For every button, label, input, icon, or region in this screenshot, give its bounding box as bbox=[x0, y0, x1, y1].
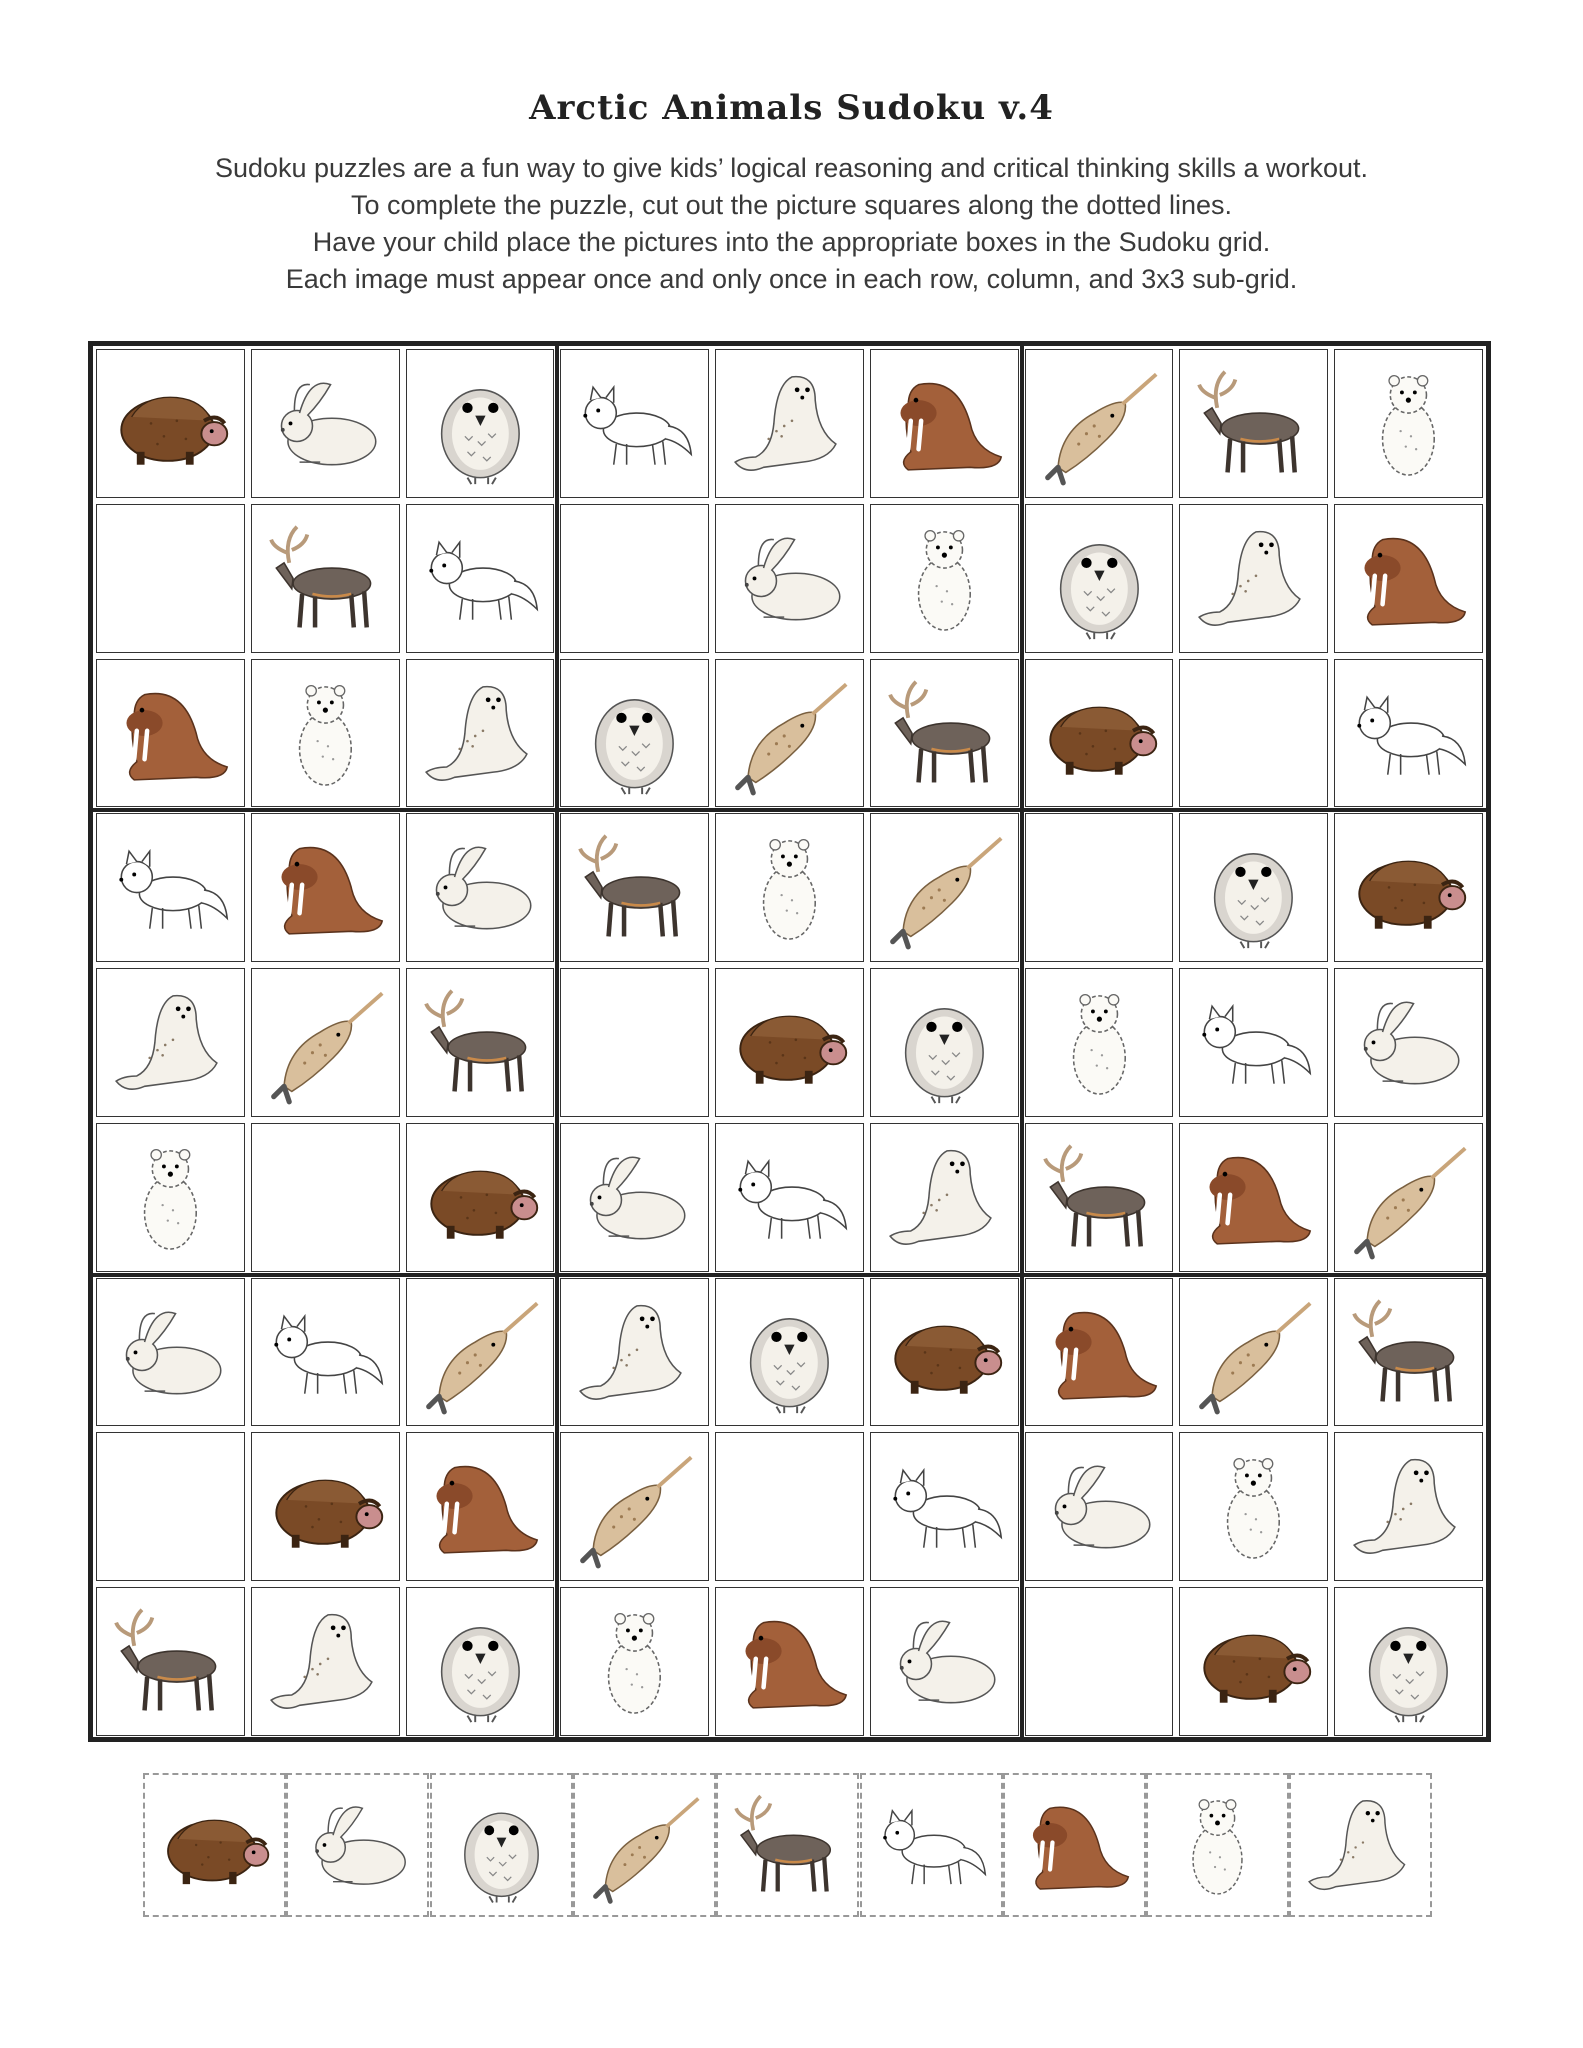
snowy-owl-icon bbox=[432, 1775, 571, 1915]
sudoku-cell[interactable] bbox=[96, 1587, 245, 1736]
harp-seal-icon bbox=[1180, 505, 1327, 652]
polar-bear-icon bbox=[561, 1588, 708, 1735]
arctic-fox-icon bbox=[407, 505, 554, 652]
narwhal-icon bbox=[1335, 1124, 1482, 1271]
sudoku-cell[interactable] bbox=[251, 1278, 400, 1427]
walrus-icon bbox=[871, 350, 1018, 497]
arctic-hare-icon bbox=[252, 350, 399, 497]
sudoku-cell[interactable] bbox=[870, 813, 1019, 962]
sudoku-cell[interactable] bbox=[560, 813, 709, 962]
musk-ox-icon bbox=[145, 1775, 284, 1915]
sudoku-cell[interactable] bbox=[1179, 1432, 1328, 1581]
sudoku-cell[interactable] bbox=[251, 813, 400, 962]
harp-seal-icon bbox=[252, 1588, 399, 1735]
sudoku-cell[interactable] bbox=[1334, 813, 1483, 962]
sudoku-cell[interactable] bbox=[96, 1432, 245, 1581]
musk-ox-icon bbox=[407, 1124, 554, 1271]
sudoku-cell[interactable] bbox=[1334, 504, 1483, 653]
sudoku-cell[interactable] bbox=[715, 349, 864, 498]
sudoku-cell[interactable] bbox=[96, 659, 245, 808]
caribou-icon bbox=[252, 505, 399, 652]
caribou-icon bbox=[1335, 1279, 1482, 1426]
arctic-hare-icon bbox=[561, 1124, 708, 1271]
musk-ox-icon bbox=[716, 969, 863, 1116]
sudoku-cell[interactable] bbox=[1025, 1587, 1174, 1736]
musk-ox-icon bbox=[252, 1433, 399, 1580]
sudoku-cell[interactable] bbox=[870, 1278, 1019, 1427]
arctic-hare-icon bbox=[1026, 1433, 1173, 1580]
cutout-piece[interactable] bbox=[1146, 1773, 1289, 1917]
sudoku-cell[interactable] bbox=[1179, 504, 1328, 653]
sudoku-cell[interactable] bbox=[1179, 659, 1328, 808]
sudoku-cell[interactable] bbox=[1025, 1123, 1174, 1272]
walrus-icon bbox=[1026, 1279, 1173, 1426]
narwhal-icon bbox=[1026, 350, 1173, 497]
arctic-fox-icon bbox=[252, 1279, 399, 1426]
cutout-piece[interactable] bbox=[430, 1773, 573, 1917]
sudoku-cell[interactable] bbox=[1025, 1432, 1174, 1581]
sudoku-cell[interactable] bbox=[406, 1587, 555, 1736]
subgrid-divider bbox=[93, 1273, 1486, 1277]
sudoku-cell[interactable] bbox=[1179, 813, 1328, 962]
arctic-fox-icon bbox=[561, 350, 708, 497]
walrus-icon bbox=[1180, 1124, 1327, 1271]
sudoku-cell[interactable] bbox=[1334, 1432, 1483, 1581]
sudoku-cell[interactable] bbox=[715, 504, 864, 653]
sudoku-cell[interactable] bbox=[870, 659, 1019, 808]
instruction-line: To complete the puzzle, cut out the picture squares along the dotted lines. bbox=[350, 190, 1233, 220]
cutout-piece[interactable] bbox=[716, 1773, 859, 1917]
sudoku-cell[interactable] bbox=[560, 1278, 709, 1427]
sudoku-cell[interactable] bbox=[870, 1587, 1019, 1736]
sudoku-cell[interactable] bbox=[1179, 1278, 1328, 1427]
snowy-owl-icon bbox=[561, 660, 708, 807]
harp-seal-icon bbox=[871, 1124, 1018, 1271]
musk-ox-icon bbox=[871, 1279, 1018, 1426]
walrus-icon bbox=[252, 814, 399, 961]
sudoku-cell[interactable] bbox=[1179, 1123, 1328, 1272]
sudoku-cell[interactable] bbox=[1025, 813, 1174, 962]
sudoku-cell[interactable] bbox=[1334, 1587, 1483, 1736]
sudoku-cell[interactable] bbox=[870, 349, 1019, 498]
snowy-owl-icon bbox=[1180, 814, 1327, 961]
walrus-icon bbox=[1335, 505, 1482, 652]
polar-bear-icon bbox=[1026, 969, 1173, 1116]
narwhal-icon bbox=[1180, 1279, 1327, 1426]
sudoku-cell[interactable] bbox=[96, 813, 245, 962]
sudoku-cell[interactable] bbox=[1179, 1587, 1328, 1736]
sudoku-cell[interactable] bbox=[560, 504, 709, 653]
narwhal-icon bbox=[561, 1433, 708, 1580]
sudoku-cell[interactable] bbox=[1025, 1278, 1174, 1427]
subgrid-divider bbox=[93, 808, 1486, 812]
caribou-icon bbox=[97, 1588, 244, 1735]
caribou-icon bbox=[561, 814, 708, 961]
narwhal-icon bbox=[252, 969, 399, 1116]
instruction-line: Sudoku puzzles are a fun way to give kids’ logical reasoning and critical thinking skills a workout. bbox=[214, 153, 1369, 183]
sudoku-cell[interactable] bbox=[560, 1123, 709, 1272]
sudoku-cell[interactable] bbox=[1334, 349, 1483, 498]
sudoku-cell[interactable] bbox=[560, 349, 709, 498]
narwhal-icon bbox=[716, 660, 863, 807]
sudoku-cell[interactable] bbox=[1334, 1123, 1483, 1272]
sudoku-cell[interactable] bbox=[1179, 349, 1328, 498]
cutout-strip bbox=[143, 1773, 1433, 1917]
arctic-fox-icon bbox=[1335, 660, 1482, 807]
sudoku-cell[interactable] bbox=[406, 659, 555, 808]
cutout-piece[interactable] bbox=[573, 1773, 716, 1917]
sudoku-cell[interactable] bbox=[1334, 1278, 1483, 1427]
arctic-hare-icon bbox=[407, 814, 554, 961]
sudoku-cell[interactable] bbox=[1025, 659, 1174, 808]
sudoku-cell[interactable] bbox=[1179, 968, 1328, 1117]
polar-bear-icon bbox=[1180, 1433, 1327, 1580]
sudoku-cell[interactable] bbox=[560, 1587, 709, 1736]
snowy-owl-icon bbox=[1026, 505, 1173, 652]
narwhal-icon bbox=[871, 814, 1018, 961]
sudoku-cell[interactable] bbox=[1025, 968, 1174, 1117]
arctic-hare-icon bbox=[288, 1775, 427, 1915]
cutout-piece[interactable] bbox=[143, 1773, 286, 1917]
sudoku-cell[interactable] bbox=[715, 1432, 864, 1581]
sudoku-cell[interactable] bbox=[406, 1278, 555, 1427]
sudoku-cell[interactable] bbox=[715, 1587, 864, 1736]
sudoku-cell[interactable] bbox=[1025, 349, 1174, 498]
harp-seal-icon bbox=[407, 660, 554, 807]
sudoku-cell[interactable] bbox=[870, 1432, 1019, 1581]
arctic-hare-icon bbox=[716, 505, 863, 652]
arctic-fox-icon bbox=[862, 1775, 1001, 1915]
sudoku-cell[interactable] bbox=[1025, 504, 1174, 653]
sudoku-cell[interactable] bbox=[560, 968, 709, 1117]
instruction-line: Have your child place the pictures into the appropriate boxes in the Sudoku grid. bbox=[312, 227, 1271, 257]
subgrid-divider bbox=[555, 346, 559, 1739]
harp-seal-icon bbox=[716, 350, 863, 497]
sudoku-cell[interactable] bbox=[251, 1432, 400, 1581]
caribou-icon bbox=[1026, 1124, 1173, 1271]
musk-ox-icon bbox=[1180, 1588, 1327, 1735]
sudoku-cell[interactable] bbox=[251, 1123, 400, 1272]
sudoku-cell[interactable] bbox=[96, 968, 245, 1117]
cutout-piece[interactable] bbox=[1003, 1773, 1146, 1917]
sudoku-cell[interactable] bbox=[251, 1587, 400, 1736]
instruction-line: Each image must appear once and only once in each row, column, and 3x3 sub-grid. bbox=[285, 264, 1298, 294]
arctic-fox-icon bbox=[871, 1433, 1018, 1580]
sudoku-cell[interactable] bbox=[406, 1432, 555, 1581]
caribou-icon bbox=[718, 1775, 857, 1915]
musk-ox-icon bbox=[1335, 814, 1482, 961]
sudoku-cell[interactable] bbox=[96, 1278, 245, 1427]
sudoku-cell[interactable] bbox=[251, 504, 400, 653]
sudoku-cell[interactable] bbox=[560, 659, 709, 808]
narwhal-icon bbox=[407, 1279, 554, 1426]
polar-bear-icon bbox=[1148, 1775, 1287, 1915]
narwhal-icon bbox=[575, 1775, 714, 1915]
sudoku-cell[interactable] bbox=[406, 968, 555, 1117]
snowy-owl-icon bbox=[716, 1279, 863, 1426]
sudoku-cell[interactable] bbox=[870, 1123, 1019, 1272]
cutout-piece[interactable] bbox=[860, 1773, 1003, 1917]
polar-bear-icon bbox=[871, 505, 1018, 652]
sudoku-cell[interactable] bbox=[406, 504, 555, 653]
arctic-fox-icon bbox=[97, 814, 244, 961]
walrus-icon bbox=[716, 1588, 863, 1735]
arctic-hare-icon bbox=[1335, 969, 1482, 1116]
sudoku-cell[interactable] bbox=[406, 813, 555, 962]
sudoku-cell[interactable] bbox=[406, 349, 555, 498]
instructions bbox=[0, 150, 1583, 298]
sudoku-cell[interactable] bbox=[870, 968, 1019, 1117]
arctic-hare-icon bbox=[97, 1279, 244, 1426]
cutout-piece[interactable] bbox=[1289, 1773, 1432, 1917]
harp-seal-icon bbox=[1335, 1433, 1482, 1580]
snowy-owl-icon bbox=[407, 350, 554, 497]
polar-bear-icon bbox=[97, 1124, 244, 1271]
sudoku-cell[interactable] bbox=[251, 968, 400, 1117]
arctic-hare-icon bbox=[871, 1588, 1018, 1735]
page-title: Arctic Animals Sudoku v.4 bbox=[529, 88, 1054, 128]
snowy-owl-icon bbox=[871, 969, 1018, 1116]
caribou-icon bbox=[1180, 350, 1327, 497]
harp-seal-icon bbox=[97, 969, 244, 1116]
sudoku-cell[interactable] bbox=[1334, 968, 1483, 1117]
snowy-owl-icon bbox=[1335, 1588, 1482, 1735]
sudoku-cell[interactable] bbox=[96, 349, 245, 498]
harp-seal-icon bbox=[1291, 1775, 1430, 1915]
sudoku-cell[interactable] bbox=[715, 968, 864, 1117]
sudoku-cell[interactable] bbox=[715, 1123, 864, 1272]
sudoku-cell[interactable] bbox=[1334, 659, 1483, 808]
sudoku-cell[interactable] bbox=[96, 1123, 245, 1272]
sudoku-cell[interactable] bbox=[715, 813, 864, 962]
sudoku-cell[interactable] bbox=[715, 1278, 864, 1427]
polar-bear-icon bbox=[716, 814, 863, 961]
polar-bear-icon bbox=[1335, 350, 1482, 497]
walrus-icon bbox=[1005, 1775, 1144, 1915]
sudoku-grid bbox=[88, 341, 1491, 1742]
sudoku-cell[interactable] bbox=[251, 659, 400, 808]
cutout-piece[interactable] bbox=[286, 1773, 429, 1917]
harp-seal-icon bbox=[561, 1279, 708, 1426]
musk-ox-icon bbox=[97, 350, 244, 497]
subgrid-divider bbox=[1020, 346, 1024, 1739]
arctic-fox-icon bbox=[1180, 969, 1327, 1116]
sudoku-cell[interactable] bbox=[560, 1432, 709, 1581]
caribou-icon bbox=[407, 969, 554, 1116]
walrus-icon bbox=[407, 1433, 554, 1580]
arctic-fox-icon bbox=[716, 1124, 863, 1271]
sudoku-cell[interactable] bbox=[870, 504, 1019, 653]
caribou-icon bbox=[871, 660, 1018, 807]
walrus-icon bbox=[97, 660, 244, 807]
musk-ox-icon bbox=[1026, 660, 1173, 807]
polar-bear-icon bbox=[252, 660, 399, 807]
sudoku-cell[interactable] bbox=[715, 659, 864, 808]
sudoku-cell[interactable] bbox=[96, 504, 245, 653]
sudoku-cell[interactable] bbox=[251, 349, 400, 498]
sudoku-cell[interactable] bbox=[406, 1123, 555, 1272]
snowy-owl-icon bbox=[407, 1588, 554, 1735]
